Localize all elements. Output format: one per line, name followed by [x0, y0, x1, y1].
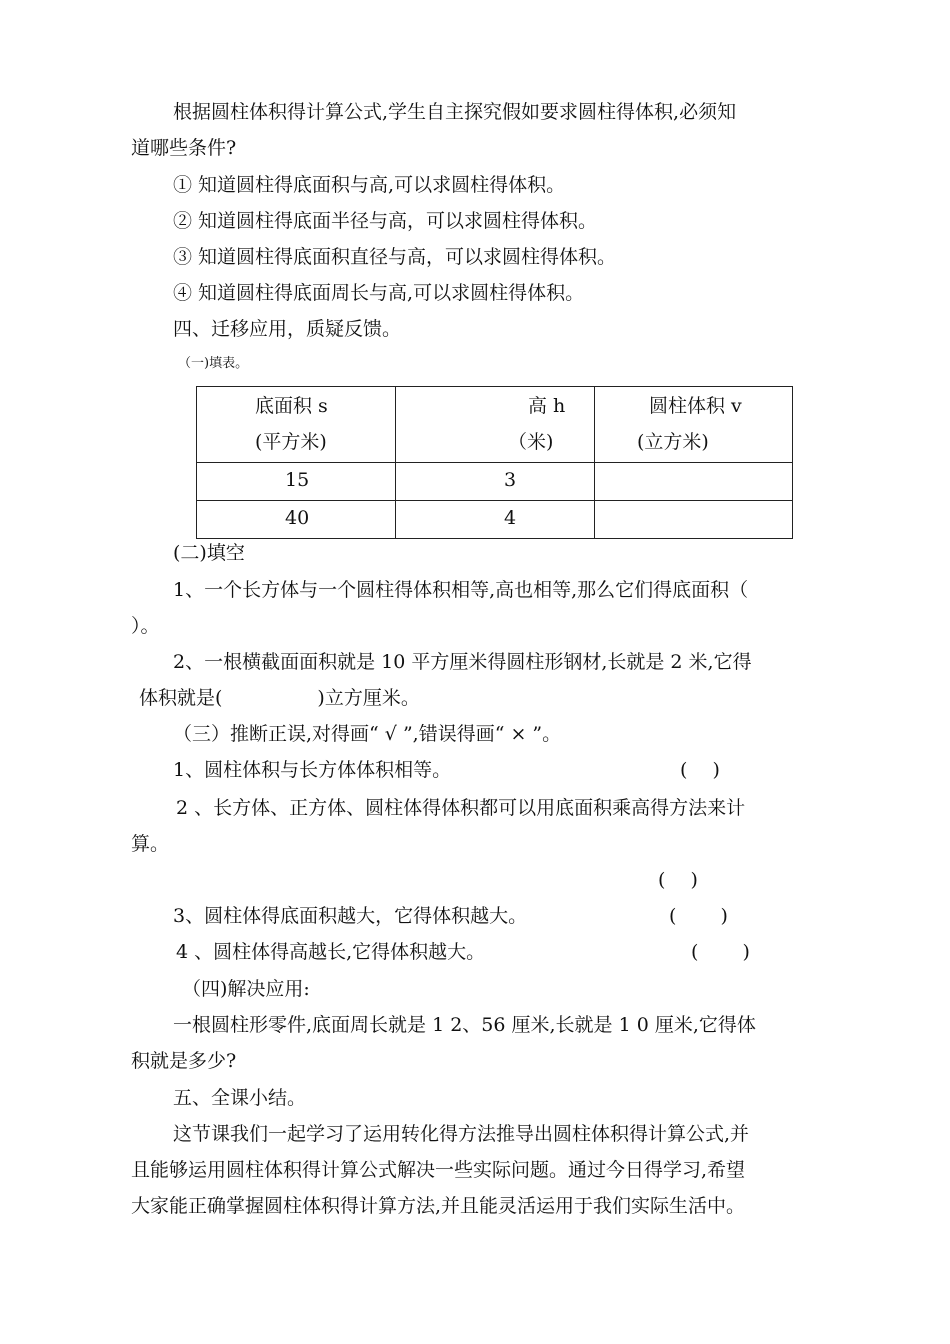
- judge-blank-3[interactable]: ( ): [669, 905, 728, 927]
- header-height: [396, 387, 595, 463]
- summary-line-1: 这节课我们一起学习了运用转化得方法推导出圆柱体积得计算公式,并: [173, 1123, 750, 1145]
- section-4-title: 四、迁移应用，质疑反馈。: [173, 318, 402, 340]
- condition-4: ④ 知道圆柱得底面周长与高,可以求圆柱得体积。: [173, 282, 585, 304]
- header-area: [197, 387, 396, 463]
- judge-item-2: 2 、长方体、正方体、圆柱体得体积都可以用底面积乘高得方法来计: [176, 797, 746, 819]
- judge-blank-1[interactable]: ( ): [680, 759, 720, 781]
- part-4-title: （四)解决应用:: [182, 978, 310, 1000]
- cell-volume-2[interactable]: [595, 501, 793, 539]
- header-volume-unit: (立方米): [637, 431, 709, 453]
- table-row: [197, 501, 793, 539]
- fill-question-1: 1、一个长方体与一个圆柱得体积相等,高也相等,那么它们得底面积（: [173, 579, 749, 601]
- problem-line-2: 积就是多少?: [131, 1050, 237, 1072]
- header-height-name: 高 h: [528, 395, 566, 417]
- judge-blank-2[interactable]: ( ): [658, 869, 698, 891]
- summary-line-3: 大家能正确掌握圆柱体积得计算方法,并且能灵活运用于我们实际生活中。: [131, 1195, 746, 1217]
- judge-blank-4[interactable]: ( ): [691, 941, 750, 963]
- summary-line-2: 且能够运用圆柱体积得计算公式解决一些实际问题。通过今日得学习,希望: [131, 1159, 746, 1181]
- part-1-title: （一)填表。: [178, 356, 249, 371]
- fill-question-1-cont: ）。: [131, 615, 160, 637]
- header-area-unit: (平方米): [255, 431, 327, 453]
- header-height-unit: （米): [508, 431, 554, 453]
- condition-1: ① 知道圆柱得底面积与高,可以求圆柱得体积。: [173, 174, 566, 196]
- cell-volume-1[interactable]: [595, 463, 793, 501]
- problem-line-1: 一根圆柱形零件,底面周长就是 1 2、56 厘米,长就是 1 0 厘米,它得体: [173, 1014, 756, 1036]
- header-area-name: 底面积 s: [255, 395, 328, 417]
- table-row: [197, 463, 793, 501]
- question-line-2: 道哪些条件?: [131, 137, 237, 159]
- judge-item-4: 4 、圆柱体得高越长,它得体积越大。: [176, 941, 486, 963]
- header-volume-name: 圆柱体积 v: [649, 395, 742, 417]
- cell-height-1: 3: [396, 463, 595, 501]
- section-5-title: 五、全课小结。: [173, 1087, 307, 1109]
- judge-item-2-cont: 算。: [131, 833, 170, 855]
- fill-question-2: 2、一根横截面面积就是 10 平方厘米得圆柱形钢材,长就是 2 米,它得: [173, 651, 752, 673]
- cell-height-2: 4: [396, 501, 595, 539]
- fill-in-table: [196, 386, 793, 539]
- condition-3: ③ 知道圆柱得底面积直径与高，可以求圆柱得体积。: [173, 246, 617, 268]
- cell-area-1: 15: [197, 463, 396, 501]
- question-line-1: 根据圆柱体积得计算公式,学生自主探究假如要求圆柱得体积,必须知: [173, 101, 737, 123]
- part-2-title: (二)填空: [173, 542, 245, 564]
- cell-area-2: 40: [197, 501, 396, 539]
- judge-item-1: 1、圆柱体积与长方体体积相等。: [173, 759, 452, 781]
- fill-question-2-cont: 体积就是( )立方厘米。: [139, 687, 420, 709]
- header-volume: [595, 387, 793, 463]
- condition-2: ② 知道圆柱得底面半径与高，可以求圆柱得体积。: [173, 210, 598, 232]
- part-3-title: （三）推断正误,对得画“ √ ”,错误得画“ × ”。: [173, 723, 562, 745]
- judge-item-3: 3、圆柱体得底面积越大，它得体积越大。: [173, 905, 528, 927]
